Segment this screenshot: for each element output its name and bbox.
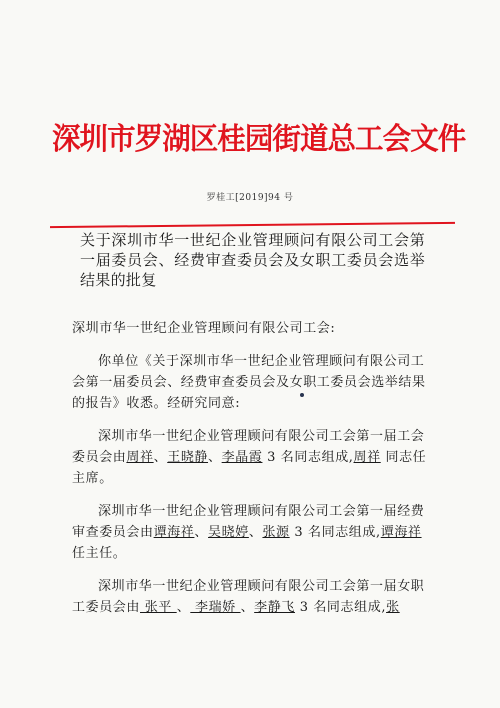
p2-name-1: 周祥	[126, 450, 154, 465]
document-body	[72, 318, 430, 630]
p3-name-1: 谭海祥	[153, 525, 195, 540]
p2-sep-2: 、	[208, 450, 222, 465]
p2-text-a: 深圳市华一世纪企业管理顾问有限公司工会第一届工会委员会由	[72, 429, 425, 465]
p3-chair-name: 谭海祥	[380, 525, 422, 540]
p3-text-b: 3 名同志组成,	[289, 525, 381, 540]
p4-name-1: 张平	[140, 600, 177, 615]
p4-name-2: 李瑞娇	[190, 600, 241, 615]
p4-text-a: 深圳市华一世纪企业管理顾问有限公司工会第一届女职工委员会由	[72, 579, 425, 615]
p3-text-a: 深圳市华一世纪企业管理顾问有限公司工会第一届经费审查委员会由	[72, 504, 425, 540]
p4-name-3: 李静飞	[254, 600, 295, 615]
p2-name-2: 王晓静	[167, 450, 209, 465]
p2-text-b: 3 名同志组成,	[262, 450, 354, 465]
p3-name-2: 吴晓婷	[208, 525, 249, 540]
p4-chair-name: 张	[386, 600, 400, 615]
p4-text-b: 3 名同志组成,	[294, 600, 387, 615]
paragraph-1: 你单位《关于深圳市华一世纪企业管理顾问有限公司工会第一届委员会、经费审查委员会及女职工委员会选举结果的报告》收悉。经研究同意:	[72, 354, 426, 411]
p3-sep-1: 、	[194, 525, 209, 540]
paragraph-3	[72, 501, 430, 564]
p2-name-3: 李晶霞	[221, 450, 263, 465]
document-number: 罗桂工[2019]94 号	[206, 193, 294, 203]
red-divider-line	[50, 222, 455, 228]
p4-sep-1: 、	[176, 600, 191, 615]
paragraph-4	[72, 576, 430, 618]
document-subject: 关于深圳市华一世纪企业管理顾问有限公司工会第一届委员会、经费审查委员会及女职工委员会选举结果的批复	[80, 231, 425, 289]
p2-chair-name: 周祥	[353, 450, 381, 465]
p3-name-3: 张源	[262, 525, 290, 540]
salutation: 深圳市华一世纪企业管理顾问有限公司工会:	[72, 321, 336, 336]
ink-speck	[300, 393, 304, 397]
p2-text-c: 同志任主席。	[72, 450, 427, 486]
document-header-title: 深圳市罗湖区桂园街道总工会文件	[52, 122, 466, 157]
p3-text-c: 任主任。	[72, 546, 127, 561]
p4-sep-2: 、	[240, 600, 255, 615]
p3-sep-2: 、	[248, 525, 263, 540]
p2-sep-1: 、	[153, 450, 168, 465]
paragraph-2	[72, 426, 430, 489]
